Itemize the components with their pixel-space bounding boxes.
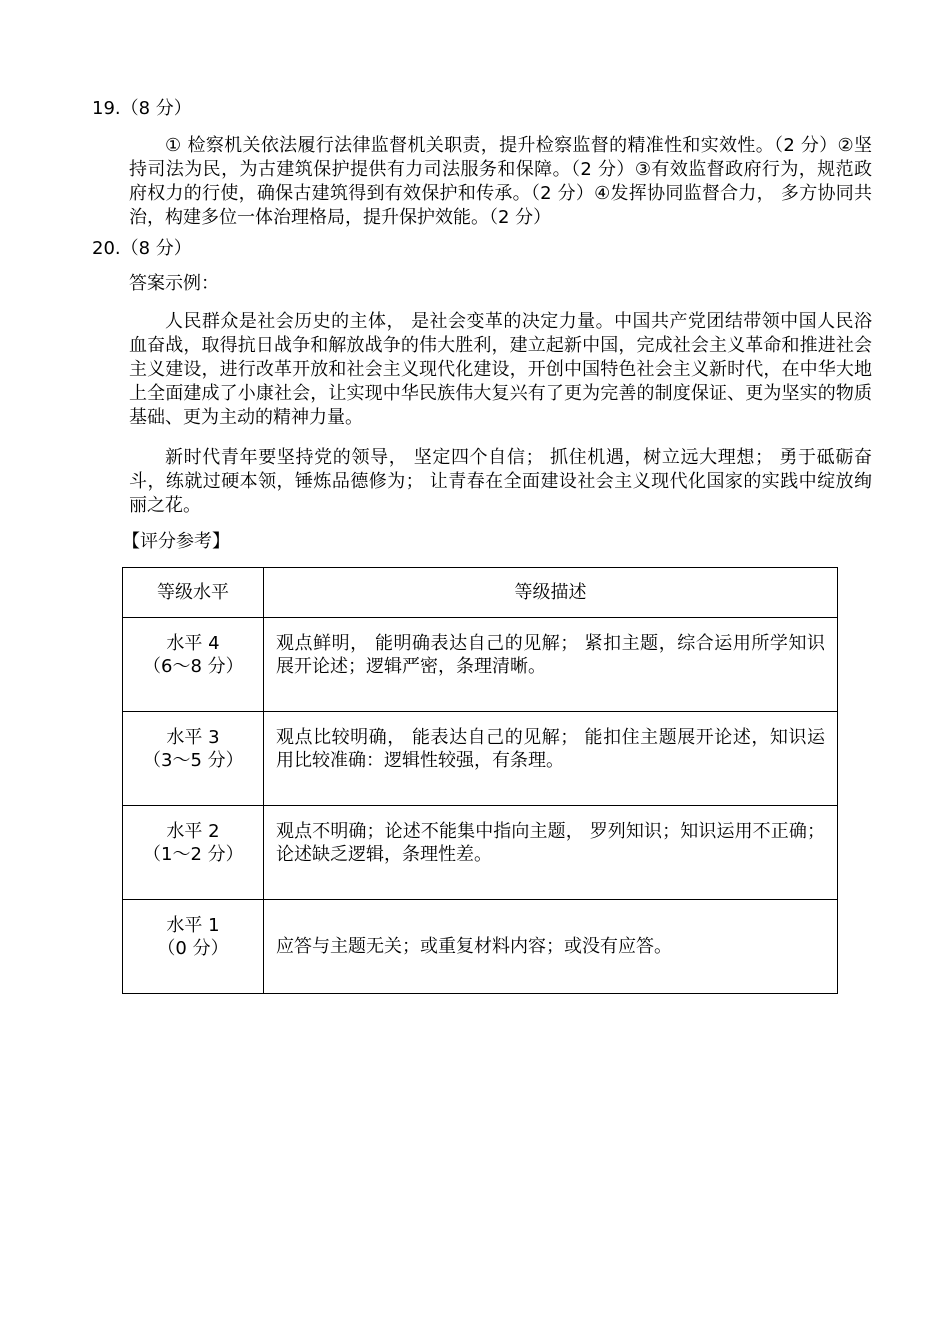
question-20-number: 20.（8 分）	[92, 238, 192, 259]
level-description: 应答与主题无关；或重复材料内容；或没有应答。	[264, 900, 838, 994]
level-cell	[123, 806, 264, 900]
level-cell	[123, 900, 264, 994]
table-row	[123, 806, 838, 900]
grading-reference-label: 【评分参考】	[122, 531, 230, 552]
level-range: （3～5 分）	[143, 750, 244, 771]
level-description: 观点比较明确， 能表达自己的见解； 能扣住主题展开论述，知识运用比较准确：逻辑性较强，有条理。	[264, 712, 838, 806]
answer-paragraph-1: 人民群众是社会历史的主体， 是社会变革的决定力量。中国共产党团结带领中国人民浴血奋战，取得抗日战争和解放战争的伟大胜利，建立起新中国，完成社会主义革命和推进社会主义建设，进行改革开放和社会主义现代化建设，开创中国特色社会主义新时代，在中华大地上全面建成了小康社会，让实现中华民族伟大复兴有了更为完善的制度保证、更为坚实的物质基础、更为主动的精神力量。	[129, 311, 872, 428]
level-range: （6～8 分）	[143, 656, 244, 677]
header-level: 等级水平	[123, 568, 264, 618]
level-cell	[123, 618, 264, 712]
table-header-row	[123, 568, 838, 618]
level-cell	[123, 712, 264, 806]
level-description: 观点不明确；论述不能集中指向主题， 罗列知识；知识运用不正确；论述缺乏逻辑，条理性差。	[264, 806, 838, 900]
level-range: （0 分）	[157, 938, 229, 959]
level-name: 水平 4	[166, 633, 220, 654]
answer-paragraph-2: 新时代青年要坚持党的领导， 坚定四个自信； 抓住机遇，树立远大理想； 勇于砥砺奋斗，练就过硬本领，锤炼品德修为； 让青春在全面建设社会主义现代化国家的实践中绽放绚丽之花。	[129, 447, 872, 516]
answer-example-label: 答案示例：	[129, 273, 219, 294]
level-description: 观点鲜明， 能明确表达自己的见解； 紧扣主题，综合运用所学知识展开论述；逻辑严密，条理清晰。	[264, 618, 838, 712]
table-row	[123, 712, 838, 806]
question-19-answer: ① 检察机关依法履行法律监督机关职责，提升检察监督的精准性和实效性。（2 分）②坚持司法为民，为古建筑保护提供有力司法服务和保障。（2 分）③有效监督政府行为，规范政府权力的行使，确保古建筑得到有效保护和传承。（2 分）④发挥协同监督合力， 多方协同共治，构建多位一体治理格局，提升保护效能。（2 分）	[129, 135, 872, 228]
level-name: 水平 2	[166, 821, 220, 842]
question-19-number: 19.（8 分）	[92, 98, 192, 119]
grading-table	[122, 567, 838, 994]
level-name: 水平 3	[166, 727, 220, 748]
table-row	[123, 900, 838, 994]
header-description: 等级描述	[264, 568, 838, 618]
table-row	[123, 618, 838, 712]
level-range: （1～2 分）	[143, 844, 244, 865]
level-name: 水平 1	[166, 915, 220, 936]
